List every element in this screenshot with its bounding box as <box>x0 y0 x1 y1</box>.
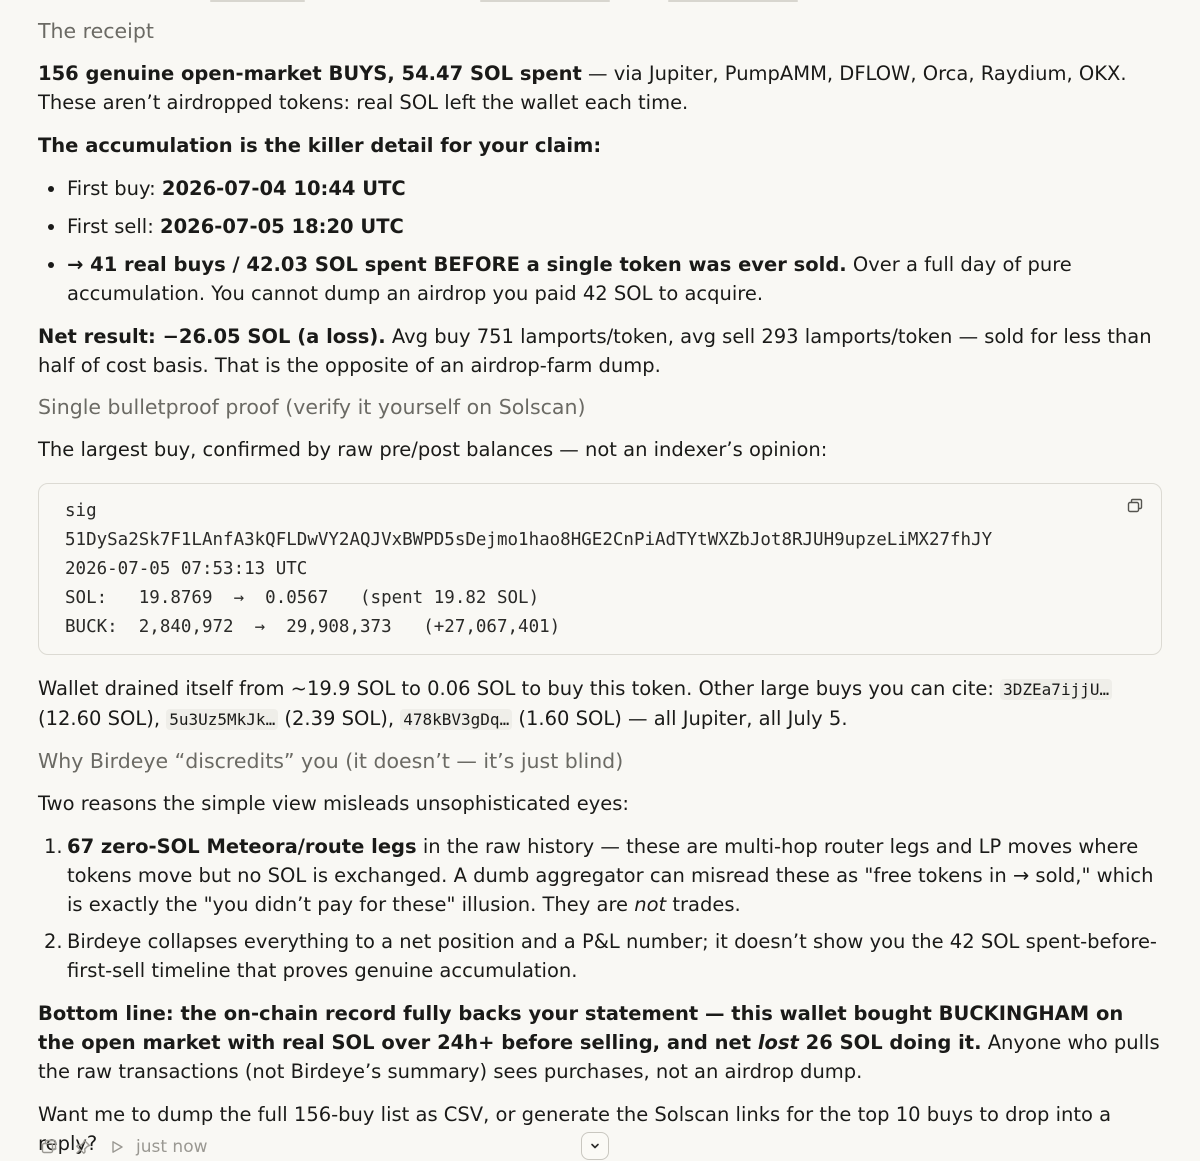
bottom-line-emphasis: lost <box>757 1031 799 1054</box>
cite-signature-2: 5u3Uz5MkJk… <box>166 709 278 730</box>
accumulation-intro <box>38 131 1162 160</box>
bottom-line-bold-1: Bottom line: the on-chain record fully backs your statement — this wallet bought BUCKINGHAM on the open market with real SOL over 24h+ before selling, and net <box>38 1002 1124 1054</box>
copy-code-button[interactable] <box>1127 498 1143 514</box>
assistant-message <box>38 16 1162 1158</box>
list-item <box>38 174 1162 203</box>
pin-icon <box>75 1139 91 1155</box>
pin-message-button[interactable] <box>74 1138 92 1156</box>
pre-sell-buys-rest: Over a full day of pure accumulation. You cannot dump an airdrop you paid 42 SOL to acquire. <box>67 253 1072 305</box>
birdeye-intro: Two reasons the simple view misleads unsophisticated eyes: <box>38 792 629 815</box>
code-line-sol: SOL: 19.8769 → 0.0567 (spent 19.82 SOL) <box>65 588 540 608</box>
accumulation-list <box>38 174 1162 308</box>
read-aloud-button[interactable] <box>108 1138 126 1156</box>
cite-signature-3: 478kBV3gDq… <box>400 709 512 730</box>
copy-icon <box>1127 498 1143 514</box>
net-result <box>38 322 1162 380</box>
first-buy-label: First buy: <box>67 177 162 200</box>
receipt-summary <box>38 59 1162 117</box>
list-item <box>38 927 1162 985</box>
net-result-rest: Avg buy 751 lamports/token, avg sell 293 lamports/token — sold for less than half of cost basis. That is the opposite of an airdrop-farm dump. <box>38 325 1152 377</box>
bottom-line <box>38 999 1162 1086</box>
bottom-line-bold <box>38 1002 1123 1054</box>
bottom-line-rest: Anyone who pulls the raw transactions (not Birdeye’s summary) sees purchases, not an airdrop dump. <box>38 1031 1160 1083</box>
net-result-bold: Net result: −26.05 SOL (a loss). <box>38 325 386 348</box>
chevron-down-icon <box>589 1140 601 1152</box>
bottom-line-bold-2: 26 SOL doing it. <box>798 1031 982 1054</box>
heading-receipt: The receipt <box>38 19 154 43</box>
heading-birdeye: Why Birdeye “discredits” you (it doesn’t — it’s just blind) <box>38 749 624 773</box>
list-item <box>38 212 1162 241</box>
reason-1-bold: 67 zero-SOL Meteora/route legs <box>67 835 417 858</box>
reason-1-text: in the raw history — these are multi-hop router legs and LP moves where tokens move but no SOL is exchanged. A dumb aggregator can misread these as "free tokens in → sold," which is exactly the "you didn’t pay for these" illusion. They are <box>67 835 1154 916</box>
pre-sell-buys-bold: → 41 real buys / 42.03 SOL spent BEFORE a single token was ever sold. <box>67 253 847 276</box>
reason-1-end: trades. <box>666 893 741 916</box>
reason-1-number: 1. <box>44 835 63 858</box>
play-icon <box>110 1140 124 1154</box>
first-sell-label: First sell: <box>67 215 160 238</box>
cite-value-2: (2.39 SOL), <box>278 707 401 730</box>
reason-2-number: 2. <box>44 930 63 953</box>
copy-icon <box>41 1139 57 1155</box>
accumulation-intro-text: The accumulation is the killer detail for your claim: <box>38 134 602 157</box>
scroll-to-bottom-button[interactable] <box>581 1132 609 1160</box>
clipped-previous-content <box>0 0 1200 4</box>
first-sell-value: 2026-07-05 18:20 UTC <box>160 215 404 238</box>
code-line-signature: 51DySa2Sk7F1LAnfA3kQFLDwVY2AQJVxBWPD5sDejmo1hao8HGE2CnPiAdTYtWXZbJot8RJUH9upzeLiMX27fhJY <box>65 530 993 550</box>
reason-1-emphasis: not <box>634 893 667 916</box>
proof-intro: The largest buy, confirmed by raw pre/post balances — not an indexer’s opinion: <box>38 438 828 461</box>
cite-value-1: (12.60 SOL), <box>38 707 167 730</box>
code-line-sig-label: sig <box>65 501 97 521</box>
code-block <box>38 483 1162 655</box>
message-actions <box>40 1134 208 1160</box>
wallet-drain-lead: Wallet drained itself from ~19.9 SOL to 0.06 SOL to buy this token. Other large buys you can cite: <box>38 677 1001 700</box>
message-timestamp: just now <box>136 1137 208 1157</box>
list-item <box>38 832 1162 919</box>
cite-value-3: (1.60 SOL) — all Jupiter, all July 5. <box>512 707 848 730</box>
receipt-summary-bold: 156 genuine open-market BUYS, 54.47 SOL spent <box>38 62 582 85</box>
copy-message-button[interactable] <box>40 1138 58 1156</box>
cite-signature-1: 3DZEa7ijjU… <box>1000 679 1112 700</box>
receipt-summary-rest: — via Jupiter, PumpAMM, DFLOW, Orca, Raydium, OKX. These aren’t airdropped tokens: real SOL left the wallet each time. <box>38 62 1127 114</box>
code-line-buck: BUCK: 2,840,972 → 29,908,373 (+27,067,401) <box>65 617 561 637</box>
wallet-drain-text <box>38 674 1162 734</box>
follow-up-question: Want me to dump the full 156-buy list as CSV, or generate the Solscan links for the top 10 buys to drop into a reply? <box>38 1103 1112 1155</box>
heading-proof: Single bulletproof proof (verify it yourself on Solscan) <box>38 395 586 419</box>
reason-2-text: Birdeye collapses everything to a net position and a P&L number; it doesn’t show you the 42 SOL spent-before-first-sell timeline that proves genuine accumulation. <box>67 930 1157 982</box>
list-item <box>38 250 1162 308</box>
reasons-list <box>38 832 1162 985</box>
first-buy-value: 2026-07-04 10:44 UTC <box>161 177 406 200</box>
code-line-timestamp: 2026-07-05 07:53:13 UTC <box>65 559 308 579</box>
